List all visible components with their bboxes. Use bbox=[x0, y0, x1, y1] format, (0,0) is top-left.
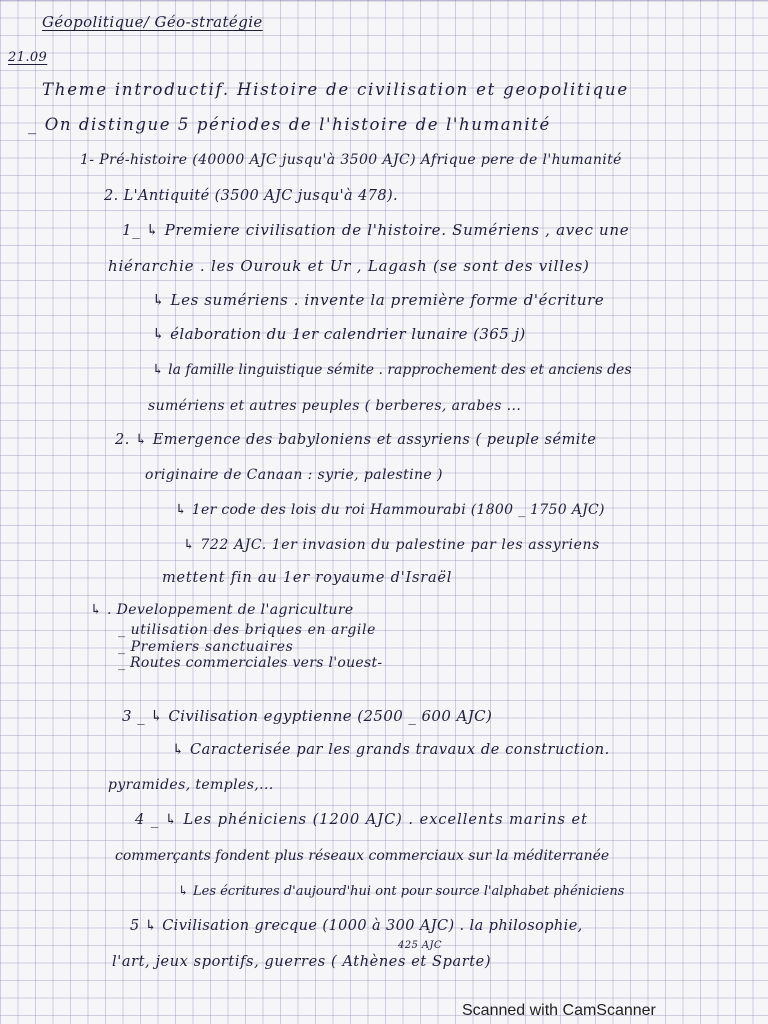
sumer-line-5: ↳ la famille linguistique sémite . rapprochement des et anciens des bbox=[152, 362, 632, 378]
phoenicia-line-2: commerçants fondent plus réseaux commerciaux sur la méditerranée bbox=[115, 848, 610, 864]
agri-heading: ↳ . Developpement de l'agriculture bbox=[90, 602, 354, 618]
intro-line: _ On distingue 5 périodes de l'histoire de l'humanité bbox=[28, 115, 551, 134]
agri-item-1: _ utilisation des briques en argile bbox=[118, 622, 376, 638]
top-edge bbox=[0, 0, 768, 2]
period-2: 2. L'Antiquité (3500 AJC jusqu'à 478). bbox=[104, 188, 399, 204]
egypt-line-3: pyramides, temples,... bbox=[108, 777, 274, 793]
greece-line-1: 5 ↳ Civilisation grecque (1000 à 300 AJC) . la philosophie, bbox=[130, 918, 583, 934]
babylon-line-4: ↳ 722 AJC. 1er invasion du palestine par les assyriens bbox=[183, 537, 600, 553]
babylon-line-1: 2. ↳ Emergence des babyloniens et assyriens ( peuple sémite bbox=[115, 432, 597, 448]
lesson-date: 21.09 bbox=[8, 50, 48, 65]
egypt-line-1: 3 _ ↳ Civilisation egyptienne (2500 _ 600 AJC) bbox=[122, 707, 493, 725]
theme-line: Theme introductif. Histoire de civilisation et geopolitique bbox=[42, 80, 629, 99]
babylon-line-5: mettent fin au 1er royaume d'Israël bbox=[162, 570, 453, 586]
sumer-line-6: sumériens et autres peuples ( berberes, arabes ... bbox=[148, 398, 522, 414]
greece-line-2: l'art, jeux sportifs, guerres ( Athènes et Sparte) bbox=[112, 954, 492, 970]
egypt-line-2: ↳ Caracterisée par les grands travaux de construction. bbox=[172, 742, 610, 758]
sumer-line-3: ↳ Les sumériens . invente la première forme d'écriture bbox=[152, 291, 605, 309]
agri-item-2: _ Premiers sanctuaires bbox=[118, 639, 294, 655]
scanner-watermark: Scanned with CamScanner bbox=[462, 1002, 656, 1019]
sumer-line-2: hiérarchie . les Ourouk et Ur , Lagash (se sont des villes) bbox=[108, 257, 590, 275]
sumer-line-4: ↳ élaboration du 1er calendrier lunaire (365 j) bbox=[152, 325, 526, 343]
agri-item-3: _ Routes commerciales vers l'ouest- bbox=[118, 655, 383, 671]
sumer-line-1: 1_ ↳ Premiere civilisation de l'histoire. Sumériens , avec une bbox=[122, 221, 630, 239]
greece-date-note: 425 AJC bbox=[398, 940, 442, 951]
period-1: 1- Pré-histoire (40000 AJC jusqu'à 3500 AJC) Afrique pere de l'humanité bbox=[80, 152, 622, 168]
phoenicia-line-3: ↳ Les écritures d'aujourd'hui ont pour source l'alphabet phéniciens bbox=[178, 884, 625, 899]
babylon-line-3: ↳ 1er code des lois du roi Hammourabi (1800 _ 1750 AJC) bbox=[175, 502, 605, 518]
page-title: Géopolitique/ Géo-stratégie bbox=[42, 13, 263, 31]
babylon-line-2: originaire de Canaan : syrie, palestine ) bbox=[145, 467, 443, 483]
phoenicia-line-1: 4 _ ↳ Les phéniciens (1200 AJC) . excellents marins et bbox=[135, 812, 588, 828]
